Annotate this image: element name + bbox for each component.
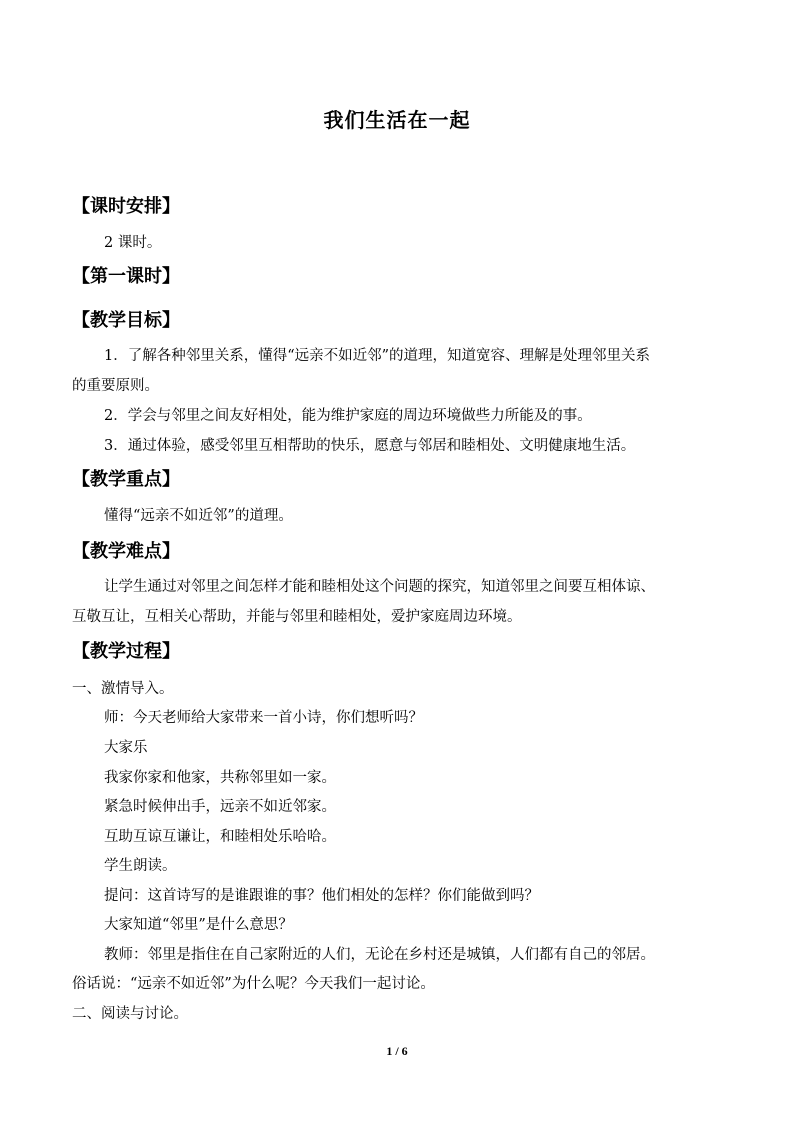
process-paragraph: 师：今天老师给大家带来一首小诗，你们想听吗？ xyxy=(104,710,423,726)
schedule-text: 2 课时。 xyxy=(104,235,162,251)
page-number: 1 / 6 xyxy=(386,1044,408,1058)
heading-process: 【教学过程】 xyxy=(72,641,180,662)
goal-3: 3．通过体验，感受邻里互相帮助的快乐，愿意与邻居和睦相处、文明健康地生活。 xyxy=(104,438,636,454)
poem-line-1: 我家你家和他家，共称邻里如一家。 xyxy=(104,770,336,786)
heading-key-points: 【教学重点】 xyxy=(72,469,180,490)
process-paragraph: 提问：这首诗写的是谁跟谁的事？他们相处的怎样？你们能做到吗？ xyxy=(104,888,539,904)
heading-goals: 【教学目标】 xyxy=(72,310,180,331)
poem-line-2: 紧急时候伸出手，远亲不如近邻家。 xyxy=(104,799,336,815)
process-paragraph: 学生朗读。 xyxy=(104,858,177,874)
key-points-text: 懂得“远亲不如近邻”的道理。 xyxy=(104,508,293,524)
goal-1-line-2: 的重要原则。 xyxy=(72,378,159,394)
difficulties-line-1: 让学生通过对邻里之间怎样才能和睦相处这个问题的探究，知道邻里之间要互相体谅、 xyxy=(104,579,655,595)
process-step-2: 二、阅读与讨论。 xyxy=(72,1006,188,1022)
poem-title: 大家乐 xyxy=(104,740,148,756)
heading-difficulties: 【教学难点】 xyxy=(72,541,180,562)
heading-first-lesson: 【第一课时】 xyxy=(72,266,180,287)
poem-line-3: 互助互谅互谦让，和睦相处乐哈哈。 xyxy=(104,829,336,845)
goal-2: 2．学会与邻里之间友好相处，能为维护家庭的周边环境做些力所能及的事。 xyxy=(104,408,592,424)
process-step-1: 一、激情导入。 xyxy=(72,681,174,697)
page-title: 我们生活在一起 xyxy=(323,108,471,132)
goal-1-line-1: 1．了解各种邻里关系，懂得“远亲不如近邻”的道理，知道宽容、理解是处理邻里关系 xyxy=(104,348,651,364)
process-paragraph-line-1: 教师：邻里是指住在自己家附近的人们，无论在乡村还是城镇，人们都有自己的邻居。 xyxy=(104,947,655,963)
heading-schedule: 【课时安排】 xyxy=(72,196,180,217)
process-paragraph: 大家知道“邻里”是什么意思？ xyxy=(104,917,293,933)
difficulties-line-2: 互敬互让，互相关心帮助，并能与邻里和睦相处，爱护家庭周边环境。 xyxy=(72,609,522,625)
process-paragraph-line-2: 俗话说：“远亲不如近邻”为什么呢？今天我们一起讨论。 xyxy=(72,976,435,992)
